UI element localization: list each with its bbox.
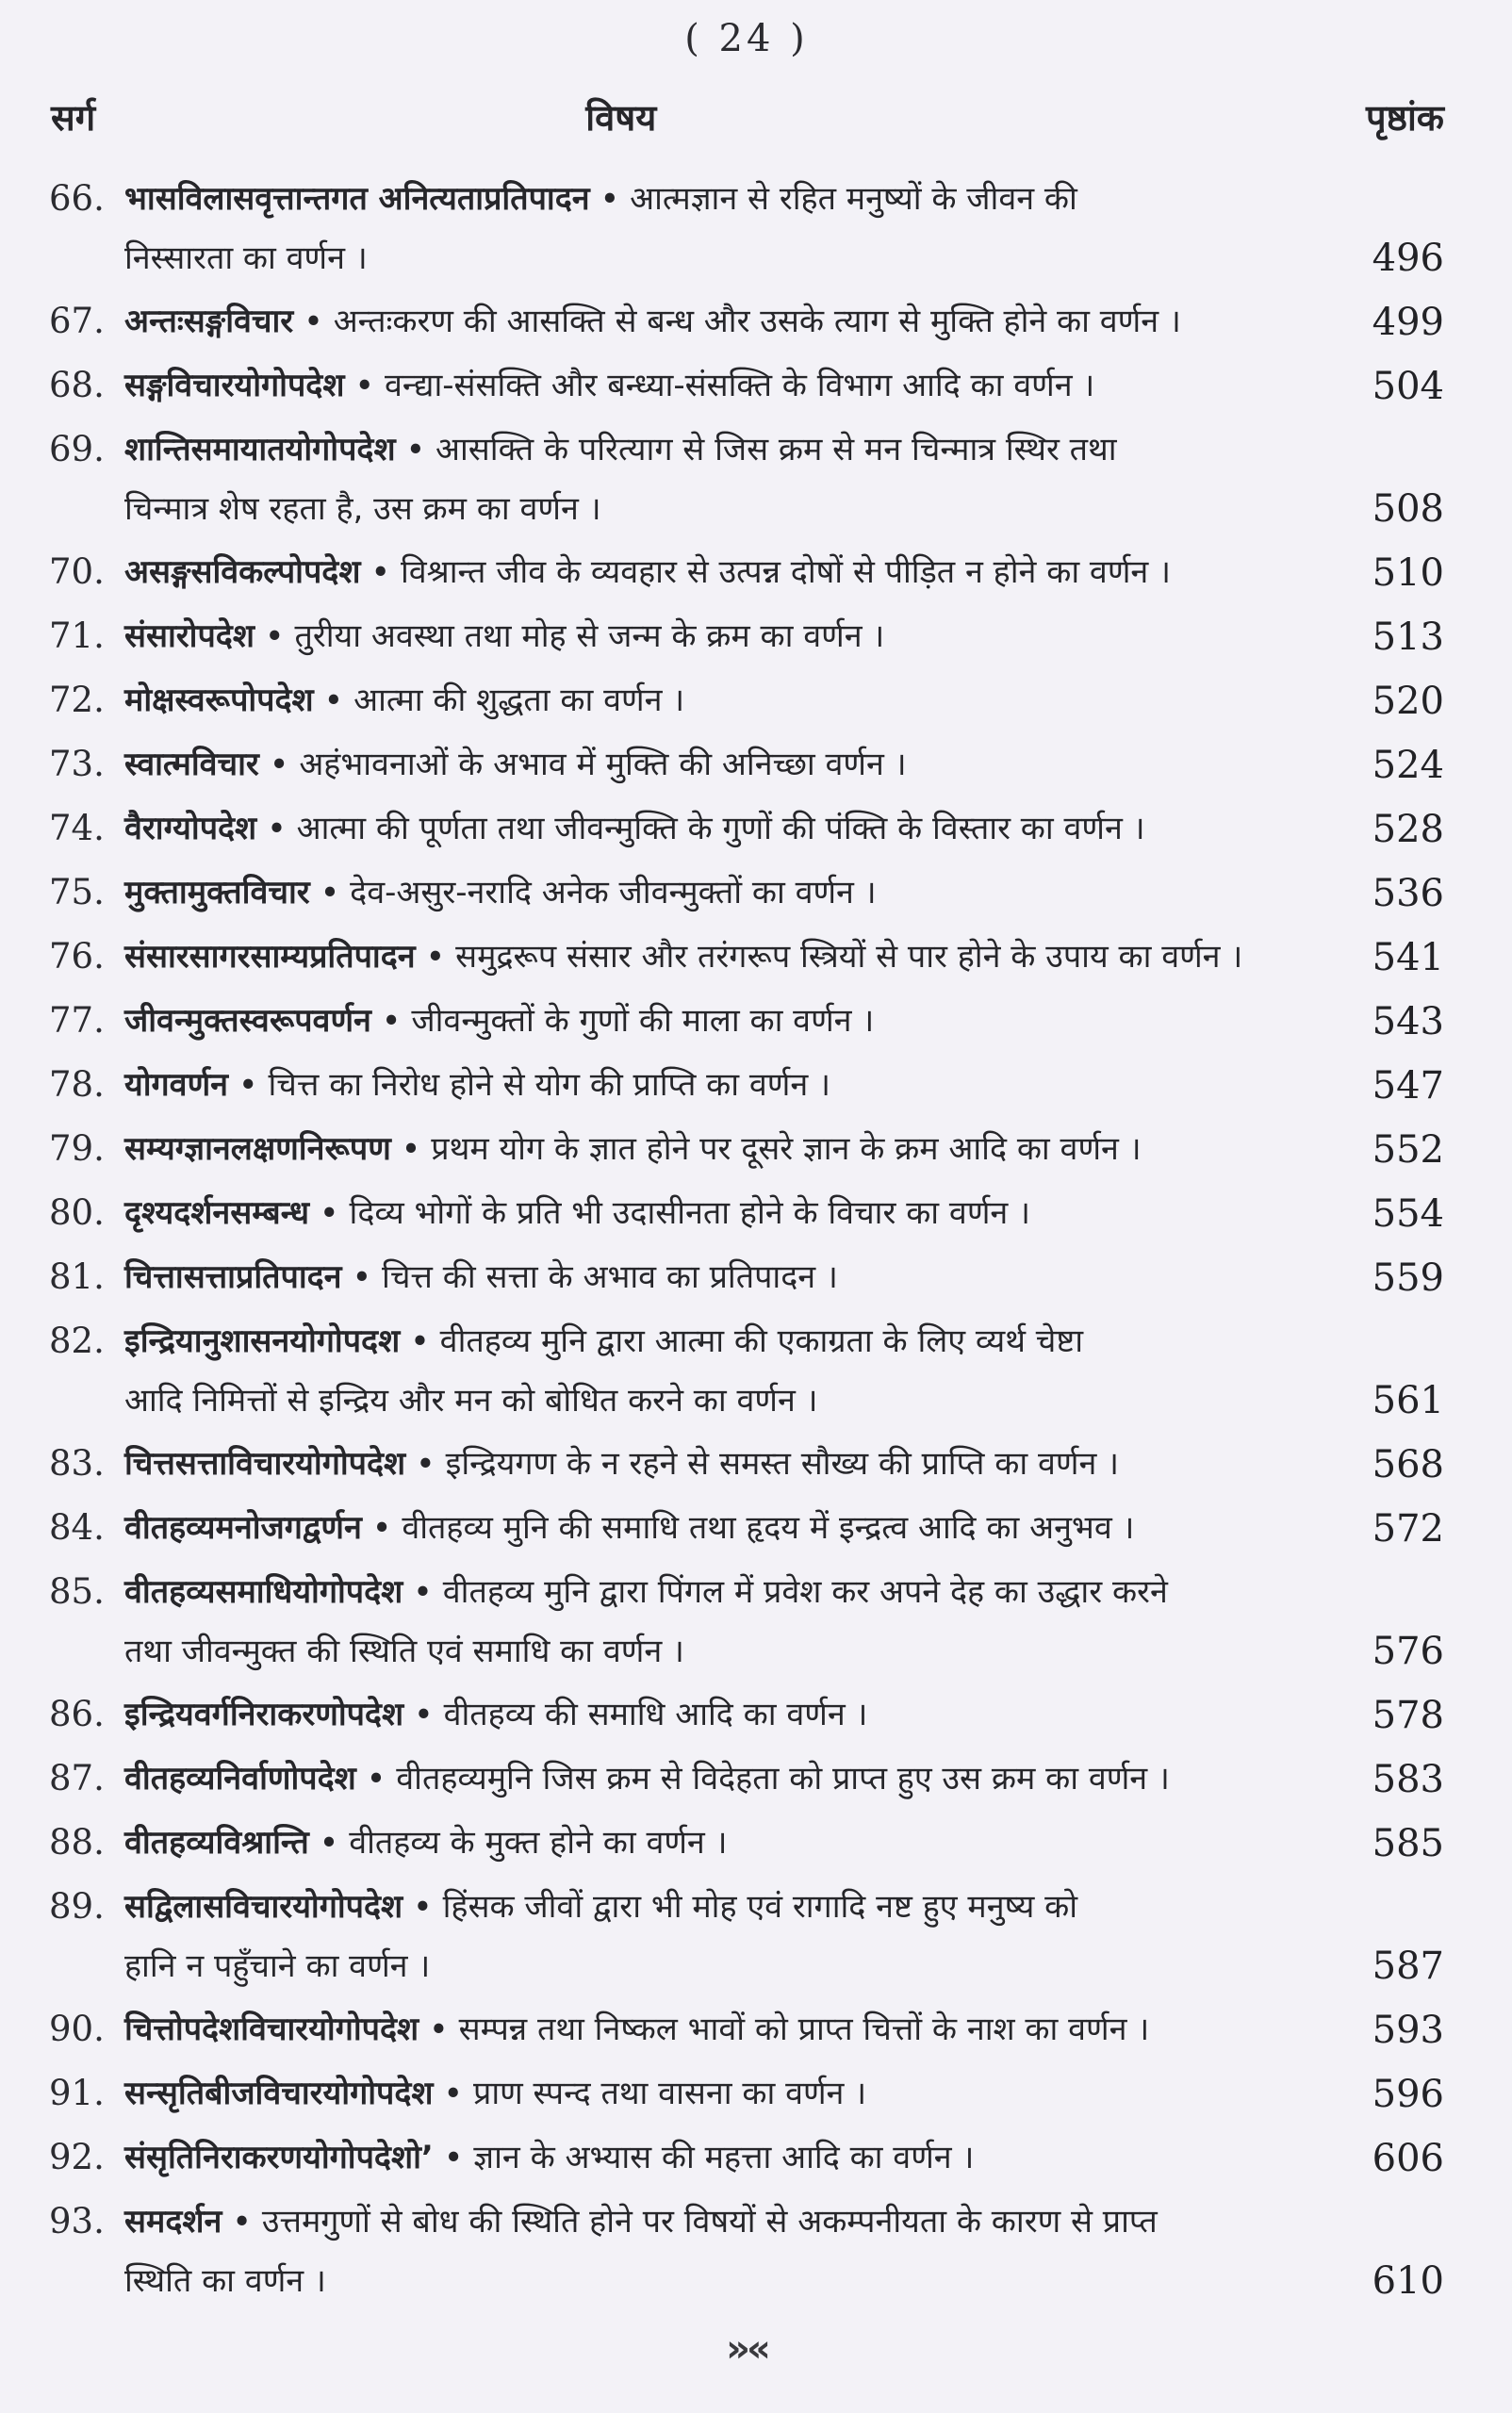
entry-description: वीतहव्य मुनि की समाधि तथा हृदय में इन्द्रत्व आदि का अनुभव । xyxy=(402,1509,1135,1547)
entry-number: 83. xyxy=(49,1443,105,1484)
entry-first-line xyxy=(124,2000,1320,2060)
entry-first-line xyxy=(124,735,1320,795)
entry-number: 87. xyxy=(49,1758,105,1798)
separator-dot-icon: • xyxy=(353,1261,371,1293)
entry-description: वीतहव्यमुनि जिस क्रम से विदेहता को प्राप्त हुए उस क्रम का वर्णन । xyxy=(396,1760,1170,1797)
separator-dot-icon: • xyxy=(320,1197,338,1229)
entry-description: आत्मा की शुद्धता का वर्णन । xyxy=(353,681,685,719)
entry-description: उत्तमगुणों से बोध की स्थिति होने पर विषयों से अकम्पनीयता के कारण से प्राप्त xyxy=(261,2203,1158,2241)
separator-dot-icon: • xyxy=(233,2206,251,2238)
entry-page-number: 504 xyxy=(1372,365,1444,408)
separator-dot-icon: • xyxy=(270,748,288,780)
entry-title: भासविलासवृत्तान्तगत अनित्यताप्रतिपादन xyxy=(124,180,590,218)
entry-number: 84. xyxy=(49,1507,105,1548)
separator-dot-icon: • xyxy=(414,1891,432,1923)
separator-dot-icon: • xyxy=(324,684,343,716)
separator-dot-icon: • xyxy=(406,434,425,466)
entry-content xyxy=(124,1878,1333,1995)
entry-page-number: 606 xyxy=(1372,2137,1444,2180)
separator-dot-icon: • xyxy=(320,877,339,909)
entry-description: ज्ञान के अभ्यास की महत्ता आदि का वर्णन । xyxy=(473,2139,975,2176)
toc-entry xyxy=(49,1184,1444,1243)
entry-description: हिंसक जीवों द्वारा भी मोह एवं रागादि नष्ट हुए मनुष्य को xyxy=(442,1888,1078,1926)
footer-ornament: »« xyxy=(726,2327,767,2371)
entry-content xyxy=(124,1056,1333,1115)
separator-dot-icon: • xyxy=(444,2077,462,2109)
entry-page-number: 552 xyxy=(1372,1128,1444,1172)
toc-entry xyxy=(49,1749,1444,1809)
entry-page-number: 536 xyxy=(1372,872,1444,915)
entry-number: 93. xyxy=(49,2201,105,2241)
entry-description: जीवन्मुक्तों के गुणों की माला का वर्णन । xyxy=(411,1002,875,1040)
entry-description: विश्रान्त जीव के व्यवहार से उत्पन्न दोषों से पीड़ित न होने का वर्णन । xyxy=(400,553,1171,591)
entry-content xyxy=(124,2064,1333,2124)
entry-title: संसारोपदेश xyxy=(124,617,255,655)
toc-entry xyxy=(49,356,1444,416)
entry-page-number: 585 xyxy=(1372,1822,1444,1865)
entry-number: 72. xyxy=(49,680,105,720)
toc-entry xyxy=(49,1499,1444,1558)
entry-title: असङ्गसविकल्पोपदेश xyxy=(124,553,361,591)
entry-continuation-line: निस्सारता का वर्णन । xyxy=(124,239,368,277)
entry-title: मोक्षस्वरूपोपदेश xyxy=(124,681,314,719)
entry-first-line xyxy=(124,292,1320,352)
entry-content xyxy=(124,607,1333,666)
entry-title: वैराग्योपदेश xyxy=(124,810,257,847)
toc-entry xyxy=(49,1814,1444,1873)
toc-column-headers xyxy=(49,92,1444,145)
entry-description: आत्मज्ञान से रहित मनुष्यों के जीवन की xyxy=(630,180,1077,218)
entry-description: सम्पन्न तथा निष्कल भावों को प्राप्त चित्तों के नाश का वर्णन । xyxy=(458,2011,1150,2048)
entry-title: सद्विलासविचारयोगोपदेश xyxy=(124,1888,403,1926)
separator-dot-icon: • xyxy=(402,1133,420,1165)
column-header-sarga: सर्ग xyxy=(51,97,96,139)
entry-content xyxy=(124,292,1333,352)
toc-entry xyxy=(49,863,1444,923)
entry-number: 79. xyxy=(49,1128,105,1169)
entry-description: अहंभावनाओं के अभाव में मुक्ति की अनिच्छा वर्णन । xyxy=(299,746,907,783)
entry-title: दृश्यदर्शनसम्बन्ध xyxy=(124,1194,310,1232)
entry-content xyxy=(124,1814,1333,1873)
entry-first-line xyxy=(124,1878,1320,1937)
separator-dot-icon: • xyxy=(372,1512,391,1544)
entry-description: वीतहव्य मुनि द्वारा पिंगल में प्रवेश कर अपने देह का उद्धार करने xyxy=(442,1573,1168,1611)
entry-description: वीतहव्य के मुक्त होने का वर्णन । xyxy=(349,1824,728,1862)
toc-entry xyxy=(49,799,1444,859)
toc-entry xyxy=(49,671,1444,730)
toc-entry xyxy=(49,927,1444,987)
entry-first-line xyxy=(124,1056,1320,1115)
separator-dot-icon: • xyxy=(600,183,619,215)
entry-continuation-line: आदि निमित्तों से इन्द्रिय और मन को बोधित करने का वर्णन । xyxy=(124,1382,818,1420)
entry-first-line xyxy=(124,543,1320,602)
entry-first-line xyxy=(124,927,1320,987)
entry-title: अन्तःसङ्गविचार xyxy=(124,303,294,340)
entry-title: वीतहव्यविश्रान्ति xyxy=(124,1824,309,1862)
separator-dot-icon: • xyxy=(444,2142,463,2174)
entry-content xyxy=(124,735,1333,795)
entry-first-line xyxy=(124,992,1320,1051)
entry-page-number: 520 xyxy=(1372,680,1444,723)
entry-page-number: 524 xyxy=(1372,744,1444,787)
entry-title: समदर्शन xyxy=(124,2203,222,2241)
entry-title: मुक्तामुक्तविचार xyxy=(124,874,310,911)
column-header-prishthank: पृष्ठांक xyxy=(1366,97,1444,139)
entry-number: 69. xyxy=(49,429,105,469)
toc-entry xyxy=(49,1435,1444,1494)
separator-dot-icon: • xyxy=(371,556,389,588)
entry-description: दिव्य भोगों के प्रति भी उदासीनता होने के विचार का वर्णन । xyxy=(349,1194,1030,1232)
entry-number: 74. xyxy=(49,808,105,848)
entry-page-number: 610 xyxy=(1372,2259,1444,2303)
entry-title: इन्द्रियवर्गनिराकरणोपदेश xyxy=(124,1696,404,1733)
separator-dot-icon: • xyxy=(430,2013,448,2045)
entry-first-line xyxy=(124,356,1320,416)
entry-first-line xyxy=(124,607,1320,666)
entry-description: चित्त का निरोध होने से योग की प्राप्ति का वर्णन । xyxy=(268,1066,830,1104)
entry-continuation-line: तथा जीवन्मुक्त की स्थिति एवं समाधि का वर्णन । xyxy=(124,1633,684,1670)
entry-description: प्रथम योग के ज्ञात होने पर दूसरे ज्ञान के क्रम आदि का वर्णन । xyxy=(431,1130,1142,1168)
entry-content xyxy=(124,1120,1333,1179)
separator-dot-icon: • xyxy=(367,1763,386,1795)
separator-dot-icon: • xyxy=(304,305,322,337)
entry-number: 91. xyxy=(49,2073,105,2113)
entry-first-line xyxy=(124,1685,1320,1745)
toc-entry xyxy=(49,170,1444,287)
separator-dot-icon: • xyxy=(382,1005,401,1037)
separator-dot-icon: • xyxy=(414,1576,432,1608)
entry-title: वीतहव्यमनोजगद्वर्णन xyxy=(124,1509,362,1547)
separator-dot-icon: • xyxy=(415,1699,433,1731)
entry-page-number: 541 xyxy=(1372,936,1444,979)
entry-title: इन्द्रियानुशासनयोगोपदश xyxy=(124,1322,401,1360)
entry-description: वीतहव्य की समाधि आदि का वर्णन । xyxy=(443,1696,868,1733)
entry-content xyxy=(124,671,1333,730)
separator-dot-icon: • xyxy=(411,1325,429,1357)
entry-number: 66. xyxy=(49,178,105,219)
entry-page-number: 568 xyxy=(1372,1443,1444,1486)
separator-dot-icon: • xyxy=(355,369,373,402)
entry-first-line xyxy=(124,2128,1320,2188)
separator-dot-icon: • xyxy=(239,1069,257,1101)
entry-content xyxy=(124,1749,1333,1809)
entry-description: वीतहव्य मुनि द्वारा आत्मा की एकाग्रता के लिए व्यर्थ चेष्टा xyxy=(439,1322,1084,1360)
entry-number: 77. xyxy=(49,1000,105,1041)
separator-dot-icon: • xyxy=(268,813,286,845)
entry-description: इन्द्रियगण के न रहने से समस्त सौख्य की प्राप्ति का वर्णन । xyxy=(445,1445,1120,1483)
entry-number: 76. xyxy=(49,936,105,977)
toc-entry xyxy=(49,992,1444,1051)
entry-title: सङ्गविचारयोगोपदेश xyxy=(124,367,345,404)
entry-title: चित्तोपदेशविचारयोगोपदेश xyxy=(124,2011,419,2048)
entry-title: योगवर्णन xyxy=(124,1066,229,1104)
entry-page-number: 513 xyxy=(1372,616,1444,659)
entry-number: 86. xyxy=(49,1694,105,1734)
entry-content xyxy=(124,799,1333,859)
separator-dot-icon: • xyxy=(417,1448,435,1480)
toc-entry xyxy=(49,292,1444,352)
entry-content xyxy=(124,992,1333,1051)
entry-page-number: 496 xyxy=(1372,237,1444,280)
entry-number: 67. xyxy=(49,301,105,341)
entry-first-line xyxy=(124,799,1320,859)
entry-number: 89. xyxy=(49,1886,105,1927)
entry-title: वीतहव्यसमाधियोगोपदेश xyxy=(124,1573,403,1611)
entry-description: आसक्ति के परित्याग से जिस क्रम से मन चिन्मात्र स्थिर तथा xyxy=(436,431,1117,468)
entry-title: सन्सृतिबीजविचारयोगोपदेश xyxy=(124,2075,434,2112)
page-number: ( 24 ) xyxy=(684,17,809,60)
entry-page-number: 576 xyxy=(1372,1630,1444,1673)
toc-entry xyxy=(49,1685,1444,1745)
entry-first-line xyxy=(124,1749,1320,1809)
entry-page-number: 583 xyxy=(1372,1758,1444,1801)
entry-page-number: 559 xyxy=(1372,1256,1444,1300)
entry-continuation-line: हानि न पहुँचाने का वर्णन । xyxy=(124,1947,431,1985)
entry-content xyxy=(124,543,1333,602)
entry-content xyxy=(124,1184,1333,1243)
entry-number: 81. xyxy=(49,1256,105,1297)
entry-page-number: 510 xyxy=(1372,551,1444,595)
entry-first-line xyxy=(124,1499,1320,1558)
entry-content xyxy=(124,2000,1333,2060)
entry-first-line xyxy=(124,1814,1320,1873)
entry-title: चित्तासत्ताप्रतिपादन xyxy=(124,1258,342,1296)
toc-entry xyxy=(49,735,1444,795)
entry-continuation-line: स्थिति का वर्णन । xyxy=(124,2262,326,2300)
entry-description: चित्त की सत्ता के अभाव का प्रतिपादन । xyxy=(382,1258,838,1296)
entry-content xyxy=(124,1685,1333,1745)
entry-content xyxy=(124,1563,1333,1681)
entry-description: समुद्ररूप संसार और तरंगरूप स्त्रियों से पार होने के उपाय का वर्णन । xyxy=(455,938,1243,976)
entry-number: 92. xyxy=(49,2137,105,2177)
entry-number: 70. xyxy=(49,551,105,592)
entry-content xyxy=(124,1499,1333,1558)
entry-number: 75. xyxy=(49,872,105,912)
separator-dot-icon: • xyxy=(265,620,284,652)
entry-first-line xyxy=(124,1435,1320,1494)
entry-title: सम्यग्ज्ञानलक्षणनिरूपण xyxy=(124,1130,391,1168)
toc-entry xyxy=(49,1248,1444,1307)
entry-page-number: 499 xyxy=(1372,301,1444,344)
entry-title: संसृतिनिराकरणयोगोपदेशो’ xyxy=(124,2139,434,2176)
entry-page-number: 596 xyxy=(1372,2073,1444,2116)
toc-entry xyxy=(49,2064,1444,2124)
entry-page-number: 508 xyxy=(1372,487,1444,531)
entry-content xyxy=(124,2128,1333,2188)
entry-title: चित्तसत्ताविचारयोगोपदेश xyxy=(124,1445,406,1483)
entry-title: जीवन्मुक्तस्वरूपवर्णन xyxy=(124,1002,371,1040)
entry-title: वीतहव्यनिर्वाणोपदेश xyxy=(124,1760,356,1797)
entry-number: 80. xyxy=(49,1192,105,1233)
entry-title: संसारसागरसाम्यप्रतिपादन xyxy=(124,938,416,976)
toc-entry xyxy=(49,1878,1444,1995)
entry-page-number: 578 xyxy=(1372,1694,1444,1737)
entry-content xyxy=(124,863,1333,923)
entry-continuation-line: चिन्मात्र शेष रहता है, उस क्रम का वर्णन । xyxy=(124,490,601,528)
entry-description: तुरीया अवस्था तथा मोह से जन्म के क्रम का वर्णन । xyxy=(294,617,885,655)
entry-content xyxy=(124,927,1333,987)
toc-entry xyxy=(49,1563,1444,1681)
entry-first-line xyxy=(124,2192,1320,2252)
entry-page-number: 593 xyxy=(1372,2009,1444,2052)
entry-first-line xyxy=(124,1563,1320,1622)
entry-first-line xyxy=(124,1312,1320,1371)
entry-number: 85. xyxy=(49,1571,105,1612)
entry-page-number: 572 xyxy=(1372,1507,1444,1551)
entry-content xyxy=(124,1248,1333,1307)
entry-page-number: 543 xyxy=(1372,1000,1444,1043)
entry-first-line xyxy=(124,2064,1320,2124)
entry-description: देव-असुर-नरादि अनेक जीवन्मुक्तों का वर्णन । xyxy=(350,874,877,911)
entry-content xyxy=(124,1312,1333,1430)
entry-content xyxy=(124,1435,1333,1494)
toc-entry xyxy=(49,2128,1444,2188)
entry-number: 90. xyxy=(49,2009,105,2049)
entry-first-line xyxy=(124,420,1320,480)
toc-entry xyxy=(49,2192,1444,2310)
entry-content xyxy=(124,420,1333,538)
toc-entry xyxy=(49,1056,1444,1115)
entry-number: 71. xyxy=(49,616,105,656)
entry-page-number: 547 xyxy=(1372,1064,1444,1108)
entry-page-number: 587 xyxy=(1372,1945,1444,1988)
toc-entries xyxy=(49,170,1444,2310)
toc-entry xyxy=(49,1120,1444,1179)
entry-page-number: 561 xyxy=(1372,1379,1444,1422)
entry-first-line xyxy=(124,863,1320,923)
toc-entry xyxy=(49,1312,1444,1430)
toc-entry xyxy=(49,543,1444,602)
entry-content xyxy=(124,356,1333,416)
entry-page-number: 528 xyxy=(1372,808,1444,851)
entry-title: स्वात्मविचार xyxy=(124,746,259,783)
entry-description: प्राण स्पन्द तथा वासना का वर्णन । xyxy=(473,2075,867,2112)
entry-first-line xyxy=(124,170,1320,229)
entry-description: आत्मा की पूर्णता तथा जीवन्मुक्ति के गुणों की पंक्ति के विस्तार का वर्णन । xyxy=(296,810,1145,847)
entry-number: 88. xyxy=(49,1822,105,1863)
entry-first-line xyxy=(124,671,1320,730)
toc-entry xyxy=(49,2000,1444,2060)
entry-page-number: 554 xyxy=(1372,1192,1444,1236)
separator-dot-icon: • xyxy=(320,1827,338,1859)
separator-dot-icon: • xyxy=(426,941,445,973)
entry-first-line xyxy=(124,1248,1320,1307)
entry-number: 73. xyxy=(49,744,105,784)
entry-number: 68. xyxy=(49,365,105,405)
entry-number: 82. xyxy=(49,1321,105,1361)
entry-first-line xyxy=(124,1120,1320,1179)
toc-entry xyxy=(49,607,1444,666)
entry-title: शान्तिसमायातयोगोपदेश xyxy=(124,431,396,468)
entry-content xyxy=(124,2192,1333,2310)
entry-content xyxy=(124,170,1333,287)
toc-entry xyxy=(49,420,1444,538)
entry-description: वन्द्या-संसक्ति और बन्ध्या-संसक्ति के विभाग आदि का वर्णन । xyxy=(384,367,1095,404)
entry-number: 78. xyxy=(49,1064,105,1105)
entry-first-line xyxy=(124,1184,1320,1243)
column-header-vishay: विषय xyxy=(585,97,657,139)
entry-description: अन्तःकरण की आसक्ति से बन्ध और उसके त्याग से मुक्ति होने का वर्णन । xyxy=(333,303,1181,340)
